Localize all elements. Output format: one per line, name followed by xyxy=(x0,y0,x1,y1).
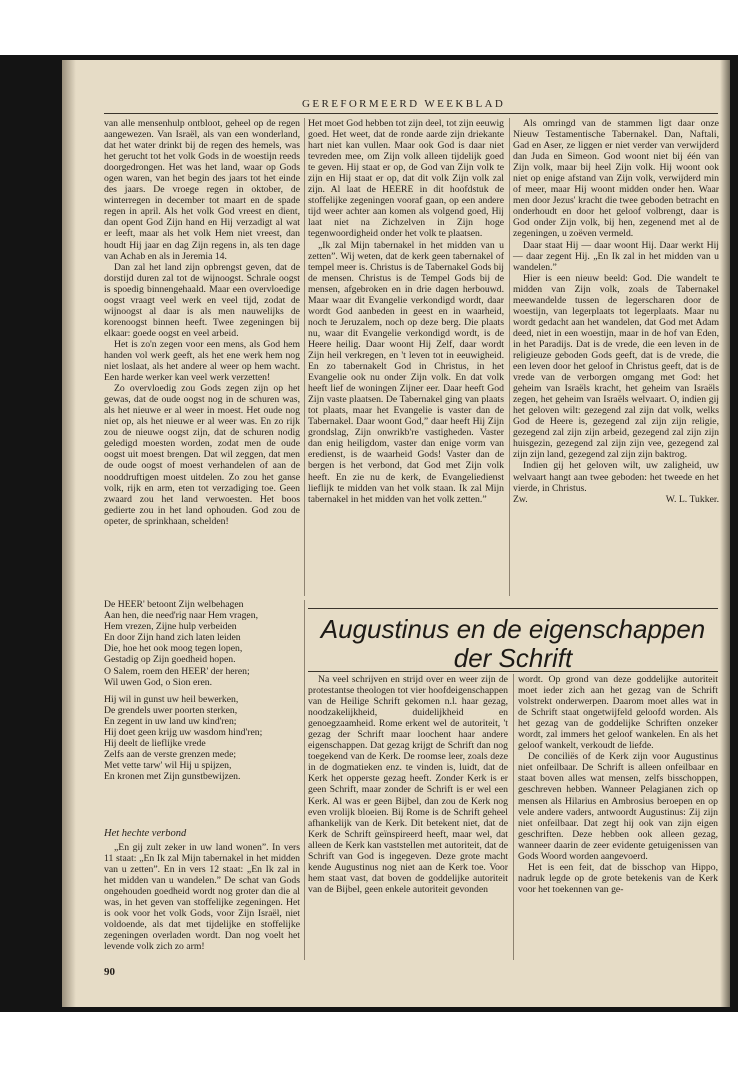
paragraph: Het moet God hebben tot zijn deel, tot zijn eeuwig goed. Het weet, dat de ronde aarde zijn driekante hart niet kan vullen. Maar ook God is daar niet tevreden mee, om Zijn volk alleen tijdelijk goed te geven. Hij staat er op, de God van Zijn volk te zijn en Hij staat er op, dat dit volk Zijn volk zal zijn. Al laat de HEERE in dit hoofdstuk de stoffelijke zegeningen vooraf gaan, op een andere tijd weer achter aan komen als volgend goed, Hij laat niet na Zichzelven in Zijn hoge tegenwoordigheid onder het volk te plaatsen. xyxy=(308,118,504,240)
verse-line: De HEER' betoont Zijn welbehagen xyxy=(104,599,244,610)
column-1-continued xyxy=(104,842,300,952)
paragraph: Het is zo'n zegen voor een mens, als God hem handen vol werk geeft, als het ene werk hem nog niet loslaat, als het andere al weer op hem wacht. Een harde werker kan veel werk verzetten! xyxy=(104,338,300,384)
author-signature xyxy=(513,494,719,505)
title-rule-top xyxy=(308,608,718,609)
paragraph: „En gij zult zeker in uw land wonen”. In vers 11 staat: „En Ik zal Mijn tabernakel in het midden van u zetten”. En in vers 12 staat: „En Ik zal in het midden van u wandelen.” De schat van Gods ongehouden goedheid wordt nog groter dan die al was, in het geven van stoffelijke zegeningen. Het is ook voor het volk Gods, voor Zijn Israël, niet voldoende, als dat met tijdelijke en stoffelijke zegeningen overladen wordt. Dan nog voelt het levende volk zich zo arm! xyxy=(104,842,300,953)
psalm-verse xyxy=(104,599,300,789)
verse-line: Aan hen, die need'rig naar Hem vragen, xyxy=(104,610,258,622)
verse-line: En zegent in uw land uw kind'ren; xyxy=(104,715,237,727)
paragraph: Hier is een nieuw beeld: God. Die wandelt te midden van Zijn volk, zoals de Tabernakel meewandelde tussen de legerscharen door de woestijn, van legerplaats tot legerplaats. Maar nu wordt gedacht aan het wandelen, dat God met Adam deed, niet in een woestijn, maar in de hof van Eden, in het Paradijs. Dat is de vrede, die een leven in de religieuze geboden Gods geeft, dat is de vrede, die een leven door het geloof in Christus geeft, dat is de vrede van de verborgen omgang met God: het geheim van Israëls kracht, het geheim van Israëls zegen, het geheim van Israëls welvaart. O, indien gij het geloven wilt: gezegend zal zijn dat volk, welks God de Heere is, gezegend zal zijn zijn religie, gezegend zal zijn zijn arbeid, gezegend zal zijn zijn huisgezin, gezegend zal zijn zijn vee, gezegend zal zijn zijn land, gezegend zal zijn zijn baktrog. xyxy=(513,272,719,461)
column-divider xyxy=(304,600,305,960)
column-divider xyxy=(513,674,514,960)
column-5 xyxy=(518,674,718,895)
verse-line: Hij doet geen krijg uw wasdom hind'ren; xyxy=(104,727,263,739)
article-title: Augustinus en de eigenschappen der Schrift xyxy=(320,614,706,673)
page-number: 90 xyxy=(104,966,115,978)
paragraph: Daar staat Hij — daar woont Hij. Daar werkt Hij — daar zegent Hij. „En Ik zal in het midden van u wandelen.” xyxy=(513,239,719,273)
verse-line: Gestadig op Zijn goedheid hopen. xyxy=(104,654,236,666)
verse-line: Hij wil in gunst uw heil bewerken, xyxy=(104,693,239,705)
signature-author: W. L. Tukker. xyxy=(665,493,719,505)
verse-line: Die, hoe het ook moog tegen lopen, xyxy=(104,643,243,655)
stanza xyxy=(104,694,300,783)
column-3 xyxy=(513,118,719,505)
verse-line: O Salem, roem den HEER' der heren; xyxy=(104,665,250,677)
column-divider xyxy=(304,118,305,596)
running-header: GEREFORMEERD WEEKBLAD xyxy=(302,98,506,110)
verse-line: Wil uwen God, o Sion eren. xyxy=(104,676,213,688)
paragraph: Dan zal het land zijn opbrengst geven, dat de dorstijd duren zal tot de wijnoogst. Schrale oogst is spoedig binnengehaald. Maar een overvloedige oogst vraagt veel werk en veel tijd, zodat de wijnoogst al daar is als men nauwelijks de korenoogst binnen heeft. Twee zegeningen bij elkaar: goede oogst en veel arbeid. xyxy=(104,261,300,339)
paragraph: Na veel schrijven en strijd over en weer zijn de protestantse theologen tot vier hoofdeigenschappen van de Heilige Schrift gekomen n.l. haar gezag, noodzakelijkheid, duidelijkheid en genoegzaamheid. Rome erkent wel de autoriteit, 't gezag der Schrift maar loochent haar andere eigenschappen. Dat gezag krijgt de Schrift dan nog toegekend van de Kerk. De roomse leer, zoals deze in de dogmatieken enz. te vinden is, luidt, dat de Kerk het opperste gezag heeft. Zonder Kerk is er geen Schrift, maar zonder de Schrift is er wel een Kerk. Al was er geen Bijbel, dan zou de Kerk nog even vrolijk bloeien. Bij Rome is de Schrift geheel afhankelijk van de Kerk. Dit betekent niet, dat de Kerk de Schrift geïnspireerd heeft, maar wel, dat alleen de Kerk kan vaststellen met autoriteit, dat de Schrift van God is ingegeven. Deze grote macht kende Augustinus nog niet aan de Kerk toe. Voor hem staat vast, dat boven de goddelijke autoriteit van de Bijbel, geen enkele autoriteit gevonden xyxy=(308,674,508,895)
newspaper-page xyxy=(62,60,730,1007)
paragraph: Indien gij het geloven wilt, uw zaligheid, uw welvaart hangt aan twee geboden: het tweede en het vierde, in Christus. xyxy=(513,460,719,494)
paragraph: Zo overvloedig zou Gods zegen zijn op het gewas, dat de oude oogst nog in de schuren was, als het nieuwe er al weer in moest. Het oude nog niet op, als het nieuwe er al weer was. En zo rijk zou de nieuwe oogst zijn, dat de schuren nodig geledigd moesten worden, zodat men de oude oogst uit moest brengen. Dat wil zeggen, dat men de oude oogst of moest verhandelen of aan de nooddruftigen moest uitdelen. Zo zou het ganse volk, rijk en arm, eten tot verzadiging toe. Geen zwaard zou het land verwoesten. Het boos gedierte zou in het land ophouden. God zou de opeter, de sprinkhaan, schelden! xyxy=(104,383,300,527)
column-4 xyxy=(308,674,508,895)
verse-line: En door Zijn hand zich laten leiden xyxy=(104,632,241,644)
verse-line: En kronen met Zijn gunstbewijzen. xyxy=(104,771,241,783)
paragraph: wordt. Op grond van deze goddelijke autoriteit moet ieder zich aan het gezag van de Schrift volstrekt onderwerpen. Daarom moet alles wat in de Schrift staat ongetwijfeld geloofd worden. Als het gezag van de goddelijke Schriften onzeker wordt, zal immers het geloof wankelen. En als het geloof wankelt, verkoudt de liefde. xyxy=(518,674,718,752)
section-subheading: Het hechte verbond xyxy=(104,828,187,839)
column-divider xyxy=(509,118,510,596)
paragraph: van alle mensenhulp ontbloot, geheel op de regen aangewezen. Van Israël, als van een wonderland, dat het water drinkt bij de regen des hemels, was het gerucht tot het volk Gods in de woestijn reeds doorgedrongen. Het was het land, waar op Gods ogen waren, van het begin des jaars tot het einde des jaars. De vroege regen in oktober, de winterregen in december tot maart en de spade regen in april. Als het volk God vreest en dient, dan opent God Zijn hand en Hij verzadigt al wat er leeft, maar als het volk Hem niet vreest, dan houdt Hij jaar en dag Zijn regens in, als ten dage van Achab en als in Jeremia 14. xyxy=(104,118,300,262)
stanza xyxy=(104,599,300,688)
paragraph: „Ik zal Mijn tabernakel in het midden van u zetten”. Wij weten, dat de kerk geen tabernakel of tempel meer is. Christus is de Tabernakel Gods bij de mensen. Christus is de Tempel Gods bij de mensen, afgebroken en in drie dagen herbouwd. Maar waar dit Evangelie verkondigd wordt, daar wordt God aanbeden in geest en in waarheid, noch te Jeruzalem, noch op deze berg. Die plaats nu, waar dit Evangelie verkondigd wordt, is de Heere heilig. Daar woont Hij Zelf, daar wordt Zijn heil verkregen, en 't leven tot in eeuwigheid. En zo tabernakelt God in Christus, in het Evangelie ook nu onder Zijn volk. En dat volk heeft lief de woningen Zijner eer. Daar heeft God Zijn vaste plaatsen. De Tabernakel ging van plaats tot plaats, maar het Evangelie is vaster dan de Tabernakel. Daar woont God,” daar heeft Hij Zijn grondslag, Zijn onwrikb're vastigheden. Vaster dan enig heiligdom, vaster dan enige vorm van eredienst, is de waarheid Gods! Vaster dan de bergen is het verbond, dat God met Zijn volk heeft. En zie nu de kerk, de Evangeliedienst lieflijk te midden van het volk staan. Ik zal Mijn tabernakel in het midden van het volk zetten.” xyxy=(308,239,504,505)
signature-place: Zw. xyxy=(513,493,528,505)
verse-line: Zelfs aan de verste grenzen mede; xyxy=(104,749,237,761)
paragraph: Het is een feit, dat de bisschop van Hippo, nadruk legde op de grote betekenis van de Kerk voor het toekennen van ge- xyxy=(518,861,718,895)
verse-line: Hij deelt de lieflijke vrede xyxy=(104,738,206,750)
verse-line: Hem vrezen, Zijne hulp verbeiden xyxy=(104,621,237,633)
header-rule xyxy=(104,113,718,114)
paragraph: Als omringd van de stammen ligt daar onze Nieuw Testamentische Tabernakel. Dan, Naftali, Gad en Aser, ze liggen er niet verder van verwijderd dan Juda en Simeon. God woont niet bij één van Zijn volk, maar bij heel Zijn volk. Hij woont ook niet op enige afstand van Zijn volk, verwijderd min of meer, maar Hij woont midden onder hen. Waar men door Jezus' kracht die twee geboden betracht en onderhoudt en door het geloof volbrengt, daar is God onder Zijn volk, bij hen, zegenend met al de zegeningen, u zoëven vermeld. xyxy=(513,118,719,240)
title-rule-bottom xyxy=(308,671,718,672)
paragraph: De conciliës of de Kerk zijn voor Augustinus niet onfeilbaar. De Schrift is alleen onfeilbaar en staat boven alles wat mensen, zelfs bisschoppen, geschreven hebben. Wanneer Pelagianen zich op mensen als Hilarius en Ambrosius beroepen en op vele andere vaders, antwoordt Augustinus: Zij zijn niet onfeilbaar. Dat zegt hij ook van zijn eigen geschriften. Deze hebben ook alleen gezag, wanneer daarin de zeer evidente getuigenissen van Gods Woord worden aangevoerd. xyxy=(518,751,718,862)
column-2 xyxy=(308,118,504,505)
verse-line: Met vette tarw' wil Hij u spijzen, xyxy=(104,760,232,772)
verse-line: De grendels uwer poorten sterken, xyxy=(104,704,238,716)
column-1 xyxy=(104,118,300,527)
